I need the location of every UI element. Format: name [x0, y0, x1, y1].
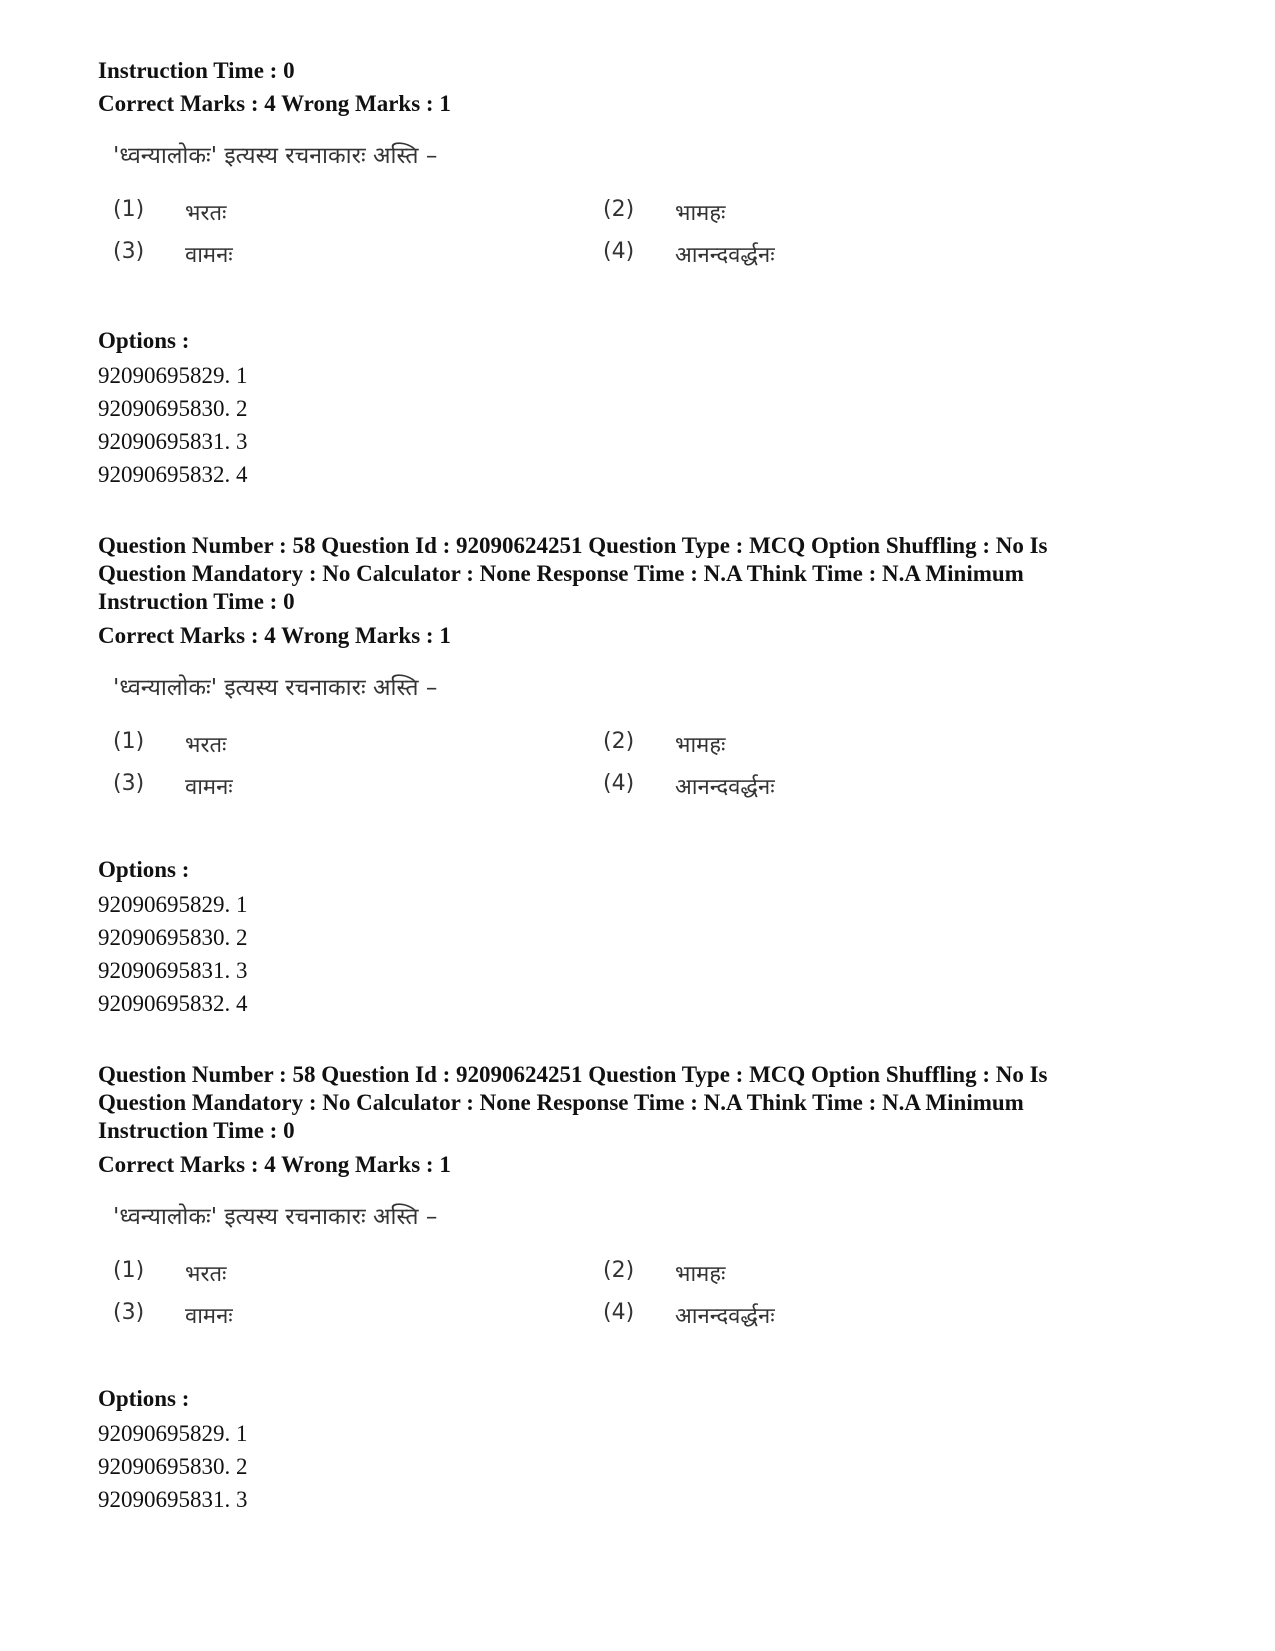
question-header-line: Question Number : 58 Question Id : 92090624251 Question Type : MCQ Option Shuffling : No Is: [98, 1062, 1048, 1087]
choice-text: वामनः: [185, 1304, 233, 1329]
options-list: [98, 359, 1178, 491]
choice-text: आनन्दवर्द्धनः: [675, 775, 775, 800]
options-section: [98, 856, 1178, 1020]
answer-choices: [98, 1252, 1178, 1336]
choice-item: [603, 197, 1093, 227]
choice-row: [113, 191, 1178, 233]
choice-item: [603, 1300, 1093, 1330]
option-item: 92090695831. 3: [98, 958, 248, 983]
question-header-line: Question Mandatory : No Calculator : None Response Time : N.A Think Time : N.A Minimum: [98, 561, 1024, 586]
question-text: 'ध्वन्यालोकः' इत्यस्य रचनाकारः अस्ति –: [113, 143, 438, 169]
choice-item: [603, 239, 1093, 269]
options-heading: Options :: [98, 857, 190, 882]
marks-line: Correct Marks : 4 Wrong Marks : 1: [98, 1152, 451, 1177]
option-item: 92090695832. 4: [98, 991, 248, 1016]
question-block: [98, 532, 1178, 807]
choice-text: आनन्दवर्द्धनः: [675, 243, 775, 268]
options-list: [98, 888, 1178, 1020]
choice-number: (1): [113, 197, 145, 222]
instruction-time: Instruction Time : 0: [98, 589, 295, 614]
choice-item: [113, 197, 603, 227]
choice-number: (2): [603, 729, 635, 754]
question-header-line: Question Mandatory : No Calculator : None Response Time : N.A Think Time : N.A Minimum: [98, 1090, 1024, 1115]
choice-text: वामनः: [185, 775, 233, 800]
choice-item: [113, 729, 603, 759]
choice-row: [113, 233, 1178, 275]
options-heading: Options :: [98, 1386, 190, 1411]
instruction-time: Instruction Time : 0: [98, 1118, 295, 1143]
choice-number: (1): [113, 1258, 145, 1283]
options-list: [98, 1417, 1178, 1516]
choice-number: (4): [603, 239, 635, 264]
options-section: [98, 327, 1178, 491]
option-item: 92090695829. 1: [98, 892, 248, 917]
choice-number: (4): [603, 1300, 635, 1325]
choice-text: आनन्दवर्द्धनः: [675, 1304, 775, 1329]
marks-line: Correct Marks : 4 Wrong Marks : 1: [98, 623, 451, 648]
question-header-line: Question Number : 58 Question Id : 92090624251 Question Type : MCQ Option Shuffling : No Is: [98, 533, 1048, 558]
question-block: [98, 57, 1178, 275]
option-item: 92090695832. 4: [98, 462, 248, 487]
marks-line: Correct Marks : 4 Wrong Marks : 1: [98, 91, 451, 116]
choice-item: [113, 1300, 603, 1330]
choice-number: (2): [603, 197, 635, 222]
answer-choices: [98, 191, 1178, 275]
choice-row: [113, 765, 1178, 807]
choice-number: (2): [603, 1258, 635, 1283]
options-heading: Options :: [98, 328, 190, 353]
question-text: 'ध्वन्यालोकः' इत्यस्य रचनाकारः अस्ति –: [113, 1204, 438, 1230]
choice-text: भामहः: [675, 201, 726, 226]
choice-item: [113, 239, 603, 269]
choice-row: [113, 1294, 1178, 1336]
choice-row: [113, 723, 1178, 765]
choice-number: (3): [113, 239, 145, 264]
instruction-time: Instruction Time : 0: [98, 58, 295, 83]
choice-number: (3): [113, 771, 145, 796]
choice-text: भरतः: [185, 1262, 227, 1287]
choice-text: भरतः: [185, 201, 227, 226]
choice-item: [603, 1258, 1093, 1288]
choice-item: [113, 1258, 603, 1288]
choice-number: (1): [113, 729, 145, 754]
choice-text: वामनः: [185, 243, 233, 268]
question-text: 'ध्वन्यालोकः' इत्यस्य रचनाकारः अस्ति –: [113, 675, 438, 701]
question-block: [98, 1061, 1178, 1336]
options-section: [98, 1385, 1178, 1516]
choice-text: भरतः: [185, 733, 227, 758]
choice-item: [603, 729, 1093, 759]
option-item: 92090695831. 3: [98, 429, 248, 454]
option-item: 92090695829. 1: [98, 363, 248, 388]
option-item: 92090695831. 3: [98, 1487, 248, 1512]
option-item: 92090695830. 2: [98, 1454, 248, 1479]
answer-choices: [98, 723, 1178, 807]
choice-item: [603, 771, 1093, 801]
option-item: 92090695830. 2: [98, 925, 248, 950]
option-item: 92090695829. 1: [98, 1421, 248, 1446]
option-item: 92090695830. 2: [98, 396, 248, 421]
choice-row: [113, 1252, 1178, 1294]
choice-text: भामहः: [675, 1262, 726, 1287]
choice-text: भामहः: [675, 733, 726, 758]
choice-item: [113, 771, 603, 801]
choice-number: (3): [113, 1300, 145, 1325]
choice-number: (4): [603, 771, 635, 796]
